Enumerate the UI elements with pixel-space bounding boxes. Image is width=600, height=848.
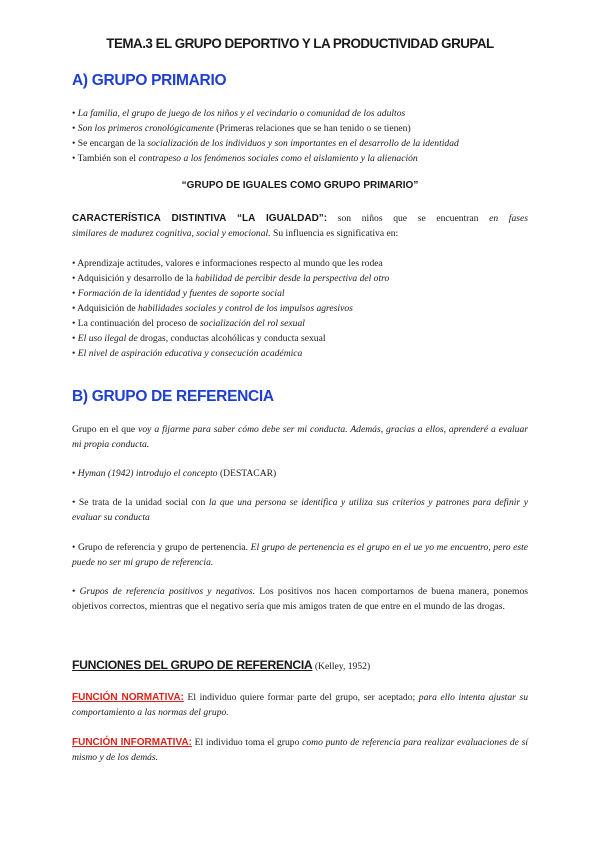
characteristic-paragraph: CARACTERÍSTICA DISTINTIVA “LA IGUALDAD”: son niños que se encuentran en fases similares de madurez cognitiva, social y emocional. Su influencia es significativa en: [72,213,528,239]
normative-paragraph: FUNCIÓN NORMATIVA: El individuo quiere formar parte del grupo, ser aceptado; para ello intenta ajustar su comportamiento a las normas del grupo. [72,692,528,718]
document-title: TEMA.3 EL GRUPO DEPORTIVO Y LA PRODUCTIVIDAD GRUPAL [106,36,494,51]
bullet: • [72,153,76,164]
list-item: • Se encargan de la socialización de los individuos y son importantes en el desarrollo de la identidad [72,138,459,149]
list-item: • La familia, el grupo de juego de los niños y el vecindario o comunidad de los adultos [72,108,406,119]
list-item: • Adquisición de habilidades sociales y control de los impulsos agresivos [72,303,353,314]
section-b-p4: • Grupos de referencia positivos y negativos. Los positivos nos hacen comportarnos de buena manera, ponemos objetivos correctos, mientras que el negativo sería que mis amigos traten de que entre en el mundo de las drogas. [72,586,528,612]
informative-label: FUNCIÓN INFORMATIVA: [72,737,192,748]
functions-heading: FUNCIONES DEL GRUPO DE REFERENCIA [72,658,313,672]
functions-heading-row [72,656,528,674]
section-a-heading: A) GRUPO PRIMARIO [72,72,227,89]
characteristic-label: CARACTERÍSTICA DISTINTIVA “LA IGUALDAD”: [72,213,328,224]
informative-paragraph: FUNCIÓN INFORMATIVA: El individuo toma el grupo como punto de referencia para realizar evaluaciones de sí mismo y de los demás. [72,737,529,763]
list-item: • La continuación del proceso de socialización del rol sexual [72,318,305,329]
normative-label: FUNCIÓN NORMATIVA: [72,692,184,703]
list-item: • Formación de la identidad y fuentes de soporte social [72,288,285,299]
list-item: • Son los primeros cronológicamente (Primeras relaciones que se han tenido o se tienen) [72,123,411,134]
section-a-bullets [72,106,528,166]
list-item: • El nivel de aspiración educativa y consecución académica [72,348,303,359]
section-b-p3: • Grupo de referencia y grupo de pertenencia. El grupo de pertenencia es el grupo en el ue yo me encuentro, pero este puede no ser mi grupo de referencia. [72,542,528,568]
bullet: • [72,108,76,119]
functions-citation: (Kelley, 1952) [312,661,371,672]
list-item: • Adquisición y desarrollo de la habilidad de percibir desde la perspectiva del otro [72,273,390,284]
bullet: • [72,123,76,134]
influence-list [72,256,528,361]
list-item: • El uso ilegal de drogas, conductas alcohólicas y conducta sexual [72,333,326,344]
list-item: • También son el contrapeso a los fenómenos sociales como el aislamiento y la alienación [72,153,418,164]
subheading: “GRUPO DE IGUALES COMO GRUPO PRIMARIO” [181,180,419,191]
section-b-p2: • Se trata de la unidad social con la que una persona se identifica y utiliza sus criterios y patrones para definir y evaluar su conducta [72,497,528,523]
bullet: • [72,138,76,149]
section-b-intro: Grupo en el que voy a fijarme para saber cómo debe ser mi conducta. Además, gracias a ellos, aprenderé a evaluar mi propia conducta. [72,424,528,450]
list-item: • Aprendizaje actitudes, valores e informaciones respecto al mundo que les rodea [72,258,383,269]
section-b-p1: • Hyman (1942) introdujo el concepto (DESTACAR) [72,468,277,479]
section-b-heading: B) GRUPO DE REFERENCIA [72,388,274,405]
